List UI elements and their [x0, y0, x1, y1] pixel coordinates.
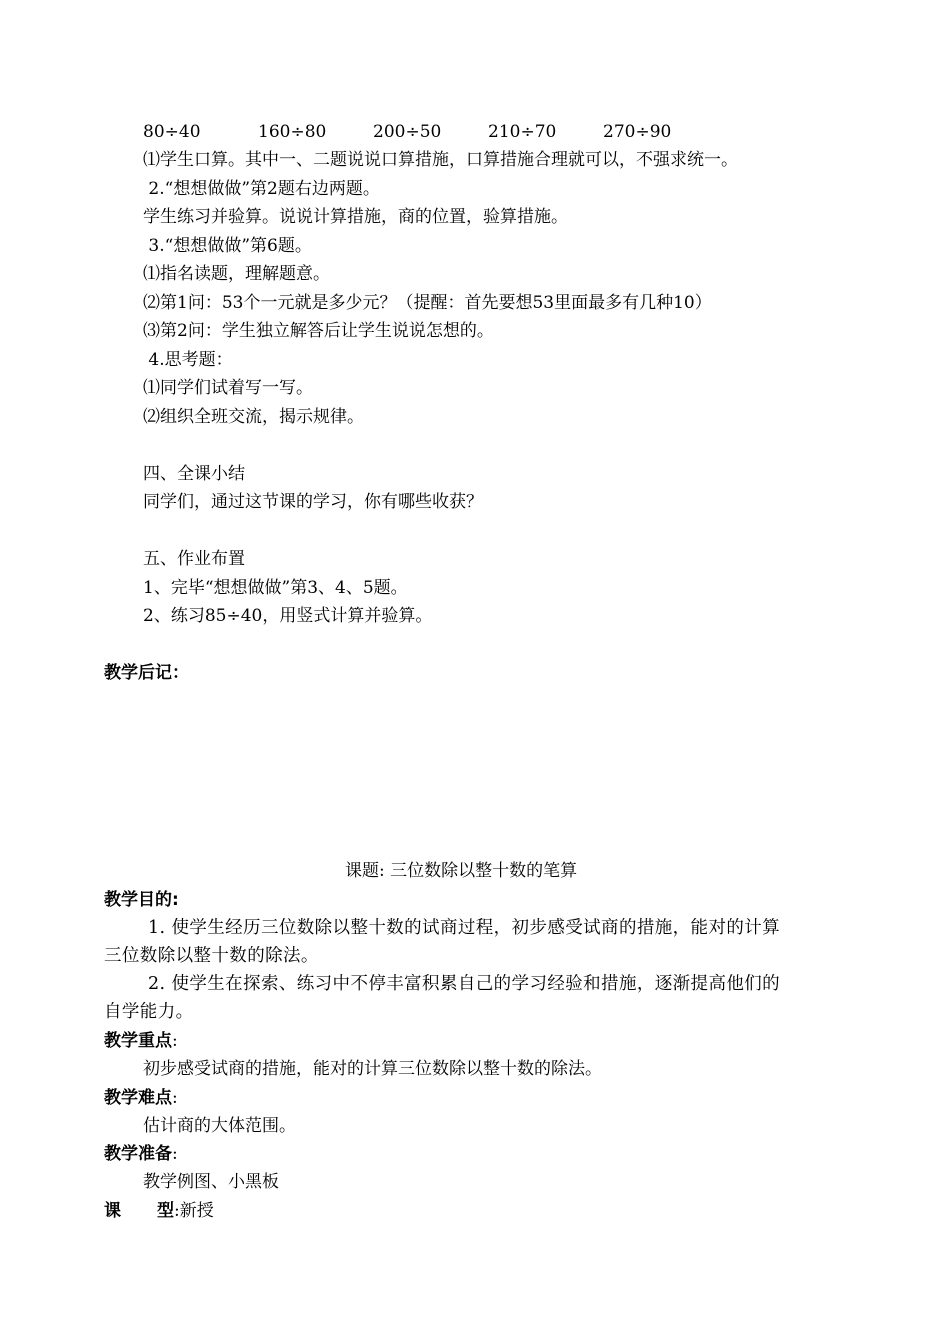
calc-item: 80÷40: [143, 122, 201, 142]
summary-text: 同学们，通过这节课的学习，你有哪些收获？: [143, 492, 483, 512]
text-line: ⑵第1问：53个一元就是多少元？（提醒：首先要想53里面最多有几种10）: [143, 293, 712, 313]
lesson-type-row: [104, 1200, 214, 1222]
text-line: ⑴同学们试着写一写。: [143, 378, 313, 398]
text-line: ⑵组织全班交流，揭示规律。: [143, 407, 364, 427]
key-point-row: [104, 1030, 178, 1052]
key-point-text: 初步感受试商的措施，能对的计算三位数除以整十数的除法。: [143, 1059, 602, 1079]
homework-item: 1、完毕“想想做做”第3、4、5题。: [143, 578, 408, 598]
key-point-colon: :: [172, 1031, 178, 1051]
calc-item: 270÷90: [603, 122, 672, 142]
goal-line: 自学能力。: [104, 1002, 194, 1022]
text-line: ⑶第2问：学生独立解答后让学生说说怎想的。: [143, 321, 494, 341]
homework-item: 2、练习85÷40，用竖式计算并验算。: [143, 606, 433, 626]
goal-line: 2. 使学生在探索、练习中不停丰富积累自己的学习经验和措施，逐渐提高他们的: [148, 974, 781, 994]
homework-heading: 五、作业布置: [143, 549, 245, 569]
lesson-title: 课题: 三位数除以整十数的笔算: [345, 861, 578, 881]
key-point-label: 教学重点: [104, 1031, 172, 1051]
calc-item: 160÷80: [258, 122, 327, 142]
difficulty-colon: :: [172, 1088, 178, 1108]
text-line: 2.“想想做做”第2题右边两题。: [143, 179, 380, 199]
prep-label: 教学准备: [104, 1144, 172, 1164]
postscript-label: 教学后记：: [104, 663, 189, 683]
difficulty-row: [104, 1087, 178, 1109]
calc-row: [143, 121, 718, 143]
goals-label: 教学目的:: [104, 890, 179, 910]
prep-row: [104, 1143, 178, 1165]
text-line: 学生练习并验算。说说计算措施，商的位置，验算措施。: [143, 207, 568, 227]
lesson-type-label: 型: [157, 1201, 174, 1221]
goal-line: 三位数除以整十数的除法。: [104, 946, 319, 966]
difficulty-label: 教学难点: [104, 1088, 172, 1108]
summary-heading: 四、全课小结: [143, 464, 245, 484]
lesson-type-label: 课: [104, 1201, 121, 1221]
prep-text: 教学例图、小黑板: [143, 1172, 279, 1192]
text-line: ⑴学生口算。其中一、二题说说口算措施，口算措施合理就可以，不强求统一。: [143, 150, 738, 170]
text-line: ⑴指名读题，理解题意。: [143, 264, 330, 284]
difficulty-text: 估计商的大体范围。: [143, 1116, 296, 1136]
text-line: 3.“想想做做”第6题。: [143, 236, 312, 256]
lesson-type-colon: :: [174, 1201, 180, 1221]
goal-line: 1. 使学生经历三位数除以整十数的试商过程，初步感受试商的措施，能对的计算: [148, 918, 781, 938]
lesson-type-text: 新授: [179, 1201, 214, 1221]
calc-item: 200÷50: [373, 122, 442, 142]
text-line: 4.思考题：: [143, 350, 233, 370]
prep-colon: :: [172, 1144, 178, 1164]
calc-item: 210÷70: [488, 122, 557, 142]
